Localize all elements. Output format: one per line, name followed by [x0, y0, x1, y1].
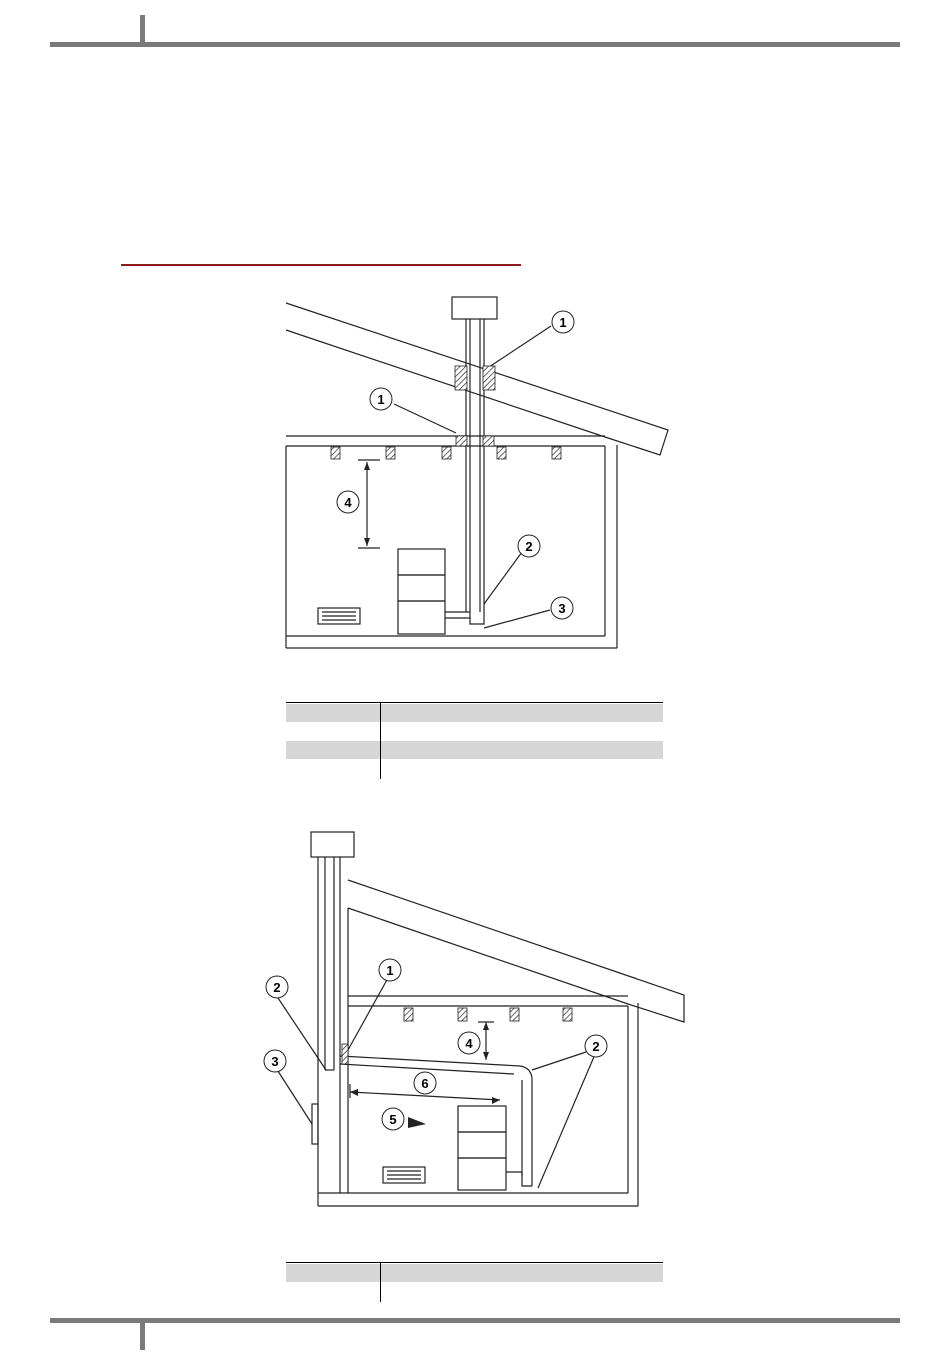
header-tick	[140, 15, 145, 45]
figure-2-callout-3: 3	[271, 1054, 279, 1069]
figure-1-callout-4: 4	[344, 495, 352, 510]
header-rule	[50, 42, 900, 47]
table-top-rule	[286, 702, 663, 703]
table-row	[286, 704, 663, 722]
table-row	[286, 741, 663, 759]
figure-1-callout-1-top: 1	[559, 315, 567, 330]
table-row	[286, 722, 663, 740]
figure-2-callout-1: 1	[386, 963, 394, 978]
footer-tick	[140, 1320, 145, 1350]
section-heading-rule	[121, 264, 521, 266]
legend-table-2	[286, 1262, 663, 1302]
figure-2-callout-5: 5	[389, 1112, 397, 1127]
figure-1-installation-diagram	[0, 290, 950, 660]
legend-table-1	[286, 702, 663, 779]
table-row	[286, 1282, 663, 1300]
figure-2-callout-6: 6	[421, 1076, 429, 1091]
table-column-divider	[380, 1262, 381, 1302]
figure-2-callout-2-chimney: 2	[273, 980, 281, 995]
figure-2-callout-2-flue: 2	[592, 1039, 600, 1054]
figure-1-callout-1-ceiling: 1	[377, 392, 385, 407]
footer-rule	[50, 1318, 900, 1323]
table-column-divider	[380, 702, 381, 779]
figure-1-callout-3: 3	[558, 601, 566, 616]
table-row	[286, 1264, 663, 1282]
table-top-rule	[286, 1262, 663, 1263]
table-row	[286, 759, 663, 777]
figure-2-callout-4: 4	[465, 1036, 473, 1051]
figure-2-installation-diagram	[0, 825, 950, 1215]
figure-1-callout-2: 2	[525, 539, 533, 554]
